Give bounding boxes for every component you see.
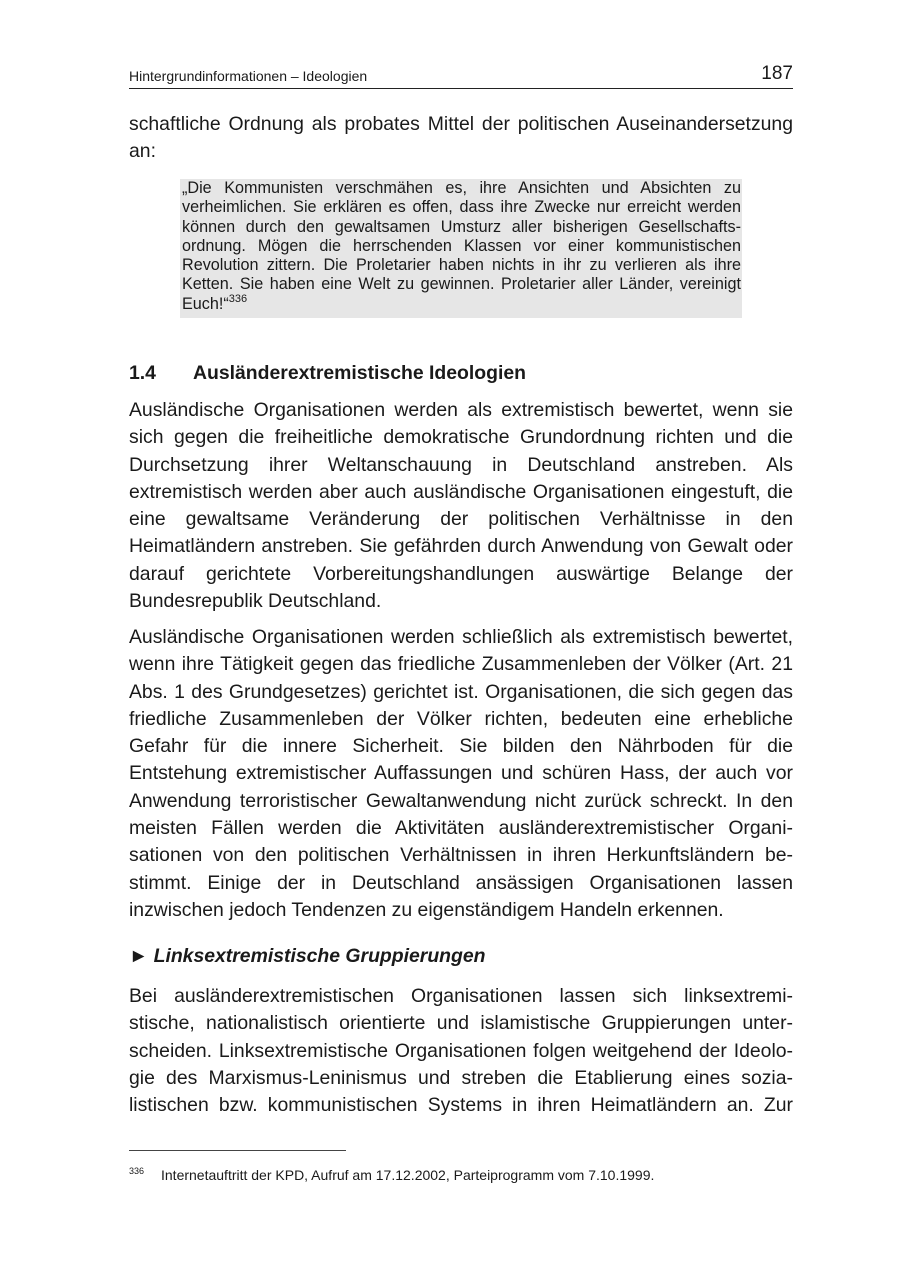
quote-footnote-ref[interactable]: 336 — [228, 292, 248, 305]
quote-text: „Die Kommunisten verschmähen es, ihre Ansichten und Absichten zu verheimlichen. Sie erklären es offen, dass ihre Zwecke nur erreicht werden können durch den gewaltsamen Umsturz aller bisherigen Gesellschaftsordnung. Mögen die herrschenden Klassen vor einer kommunistischen Revolution zittern. Die Proletarier haben nichts in ihr zu verlieren als ihre Ketten. Sie haben eine Welt zu gewinnen. Proletarier aller Länder, vereinigt Euch!“ — [182, 179, 741, 313]
footnote-number: 336 — [129, 1166, 145, 1176]
intro-paragraph: schaftliche Ordnung als probates Mittel der politischen Auseinandersetzung an: — [129, 113, 793, 163]
footnote-text: Internetauftritt der KPD, Aufruf am 17.12.2002, Parteiprogramm vom 7.10.1999. — [161, 1167, 655, 1183]
body-paragraph: Bei ausländerextremistischen Organisationen lassen sich linksextremistische, nationalistisch orientierte und islamistische Gruppierungen unterscheiden. Linksextremistische Organisationen folgen weitgehend der Ideologie des Marxismus-Leninismus und streben die Etablierung eines sozialistischen bzw. kommunistischen Systems in ihren Heimatländern an. Zur — [129, 985, 793, 1117]
header-title: Hintergrundinformationen – Ideologien — [129, 68, 368, 84]
subsection-title: Linksextremistische Gruppierungen — [153, 945, 486, 967]
subsection-heading — [129, 945, 485, 968]
block-quote — [180, 179, 742, 318]
section-number: 1.4 — [129, 362, 156, 384]
body-paragraph: Ausländische Organisationen werden schließlich als extremistisch bewertet, wenn ihre Tätigkeit gegen das friedliche Zusammenleben der Völker (Art. 21 Abs. 1 des Grundgesetzes) gerichtet ist. Organisationen, die sich gegen das friedliche Zusammenleben der Völker richten, bedeuten eine erhebliche Gefahr für die innere Sicherheit. Sie bilden den Nährboden für die Entstehung extremistischer Auffassungen und schüren Hass, der auch vor Anwendung terroristischer Gewaltanwendung nicht zurück schreckt. In den meisten Fällen werden die Aktivitäten ausländerextremistischer Organisationen von den politischen Verhältnissen in ihren Herkunftsländern bestimmt. Einige der in Deutschland ansässigen Organisationen lassen inzwischen jedoch Tendenzen zu eigenständigem Handeln erkennen. — [129, 626, 793, 921]
footnote-divider — [129, 1150, 346, 1151]
body-paragraph: Ausländische Organisationen werden als extremistisch bewertet, wenn sie sich gegen die freiheitliche demokratische Grundordnung richten und die Durchsetzung ihrer Weltanschauung in Deutschland anstreben. Als extremistisch werden aber auch ausländische Organisationen eingestuft, die eine gewaltsame Veränderung der politischen Verhältnisse in den Heimatländern anstreben. Sie gefährden durch Anwendung von Gewalt oder darauf gerichtete Vorbereitungshandlungen auswärtige Belange der Bundesrepublik Deutschland. — [129, 399, 793, 613]
section-heading — [129, 362, 526, 385]
triangle-bullet-icon: ► — [129, 945, 149, 967]
running-header — [129, 60, 793, 89]
footnote — [129, 1166, 654, 1183]
page-number: 187 — [761, 63, 793, 84]
section-title: Ausländerextremistische Ideologien — [193, 362, 526, 384]
